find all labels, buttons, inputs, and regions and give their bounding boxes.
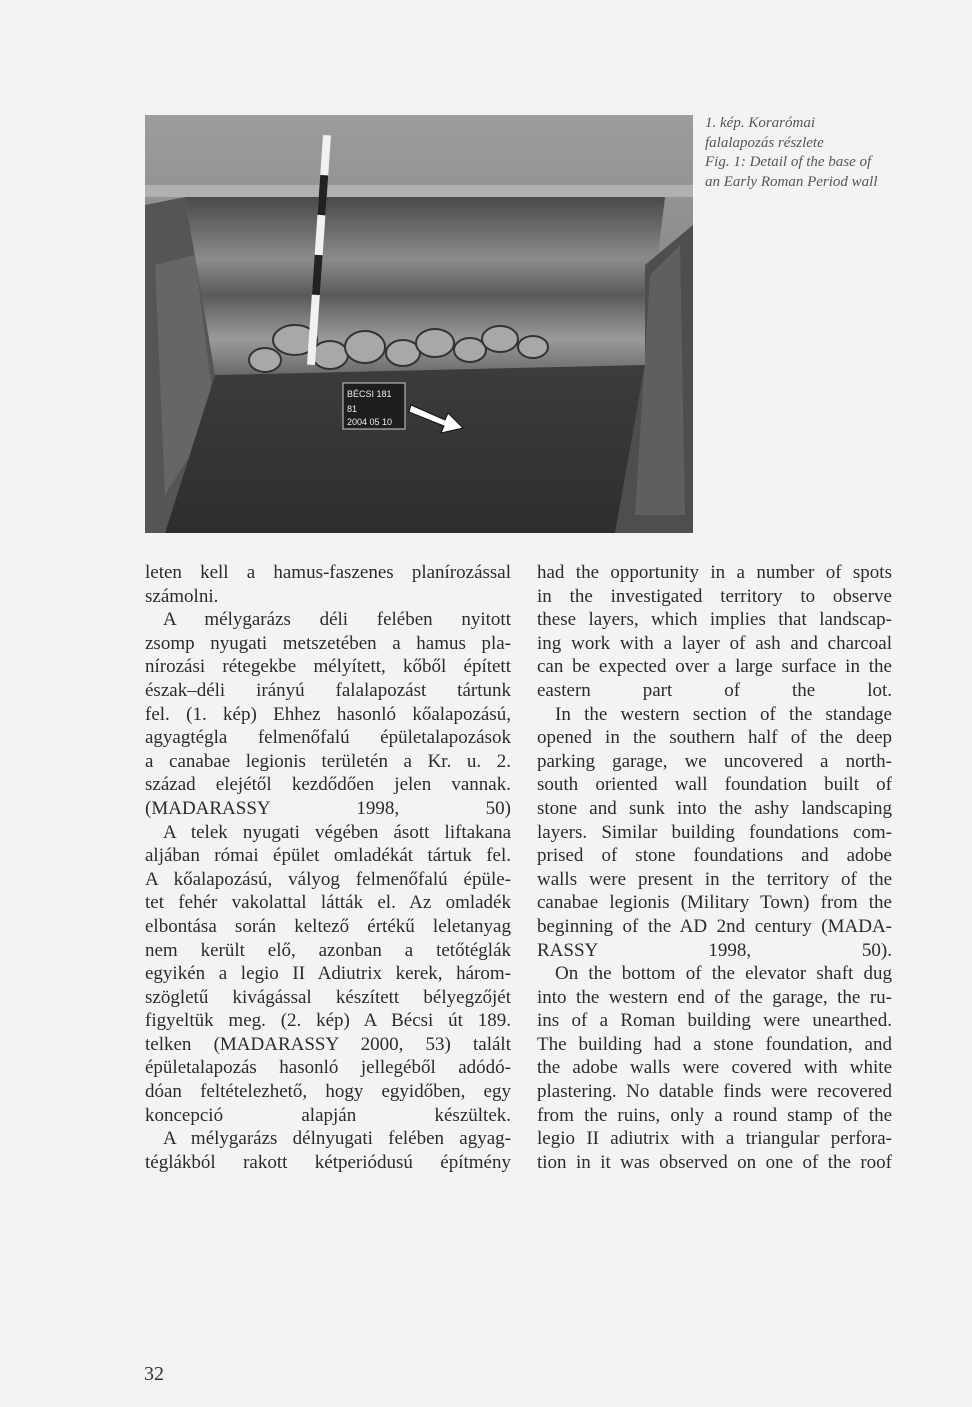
text-line: épületalapozás hasonló jellegéből adódó-	[145, 1057, 511, 1079]
text-line: plastering. No datable finds were recovered	[537, 1081, 892, 1103]
text-line: tion in it was observed on one of the roof	[537, 1151, 892, 1173]
text-line: A telek nyugati végében ásott liftakana	[163, 821, 511, 843]
board-line-2: 81	[347, 404, 358, 414]
text-line: ing work with a layer of ash and charcoal	[537, 632, 892, 654]
left-text-column	[145, 561, 511, 1174]
text-line: nírozási rétegekbe mélyített, kőből épített	[145, 656, 511, 678]
board-line-1: BÉCSI 181	[347, 389, 392, 399]
text-line: fel. (1. kép) Ehhez hasonló kőalapozású,	[145, 703, 511, 725]
page-number: 32	[144, 1363, 164, 1385]
text-line: layers. Similar building foundations com-	[537, 821, 892, 843]
text-line: can be expected over a large surface in the	[537, 656, 892, 678]
text-line: a canabae legionis területén a Kr. u. 2.	[145, 750, 511, 772]
text-line: egyikén a legio II Adiutrix kerek, három-	[145, 963, 511, 985]
text-line: A mélygarázs délnyugati felében agyag-	[163, 1128, 511, 1150]
text-line: telken (MADARASSY 2000, 53) talált	[145, 1033, 511, 1055]
text-line: The building had a stone foundation, and	[537, 1033, 892, 1055]
left-paragraph-4	[145, 1127, 511, 1174]
text-line: koncepció alapján készültek.	[145, 1104, 511, 1126]
text-line: RASSY 1998, 50).	[537, 939, 892, 961]
text-line: prised of stone foundations and adobe	[537, 845, 892, 867]
caption-en-line-1: Fig. 1: Detail of the base of	[705, 154, 872, 170]
text-line: eastern part of the lot.	[537, 679, 892, 701]
caption-en-line-2: an Early Roman Period wall	[705, 173, 878, 190]
right-paragraph-1	[537, 561, 892, 703]
text-line: (MADARASSY 1998, 50)	[145, 797, 511, 819]
text-line: in the investigated territory to observe	[537, 585, 892, 607]
text-line: canabae legionis (Military Town) from the	[537, 892, 892, 914]
excavation-photo-graphic	[145, 115, 693, 533]
text-line: into the western end of the garage, the ru-	[537, 986, 892, 1008]
text-line: On the bottom of the elevator shaft dug	[555, 963, 892, 985]
caption-hu-line-2: falalapozás részlete	[705, 134, 824, 151]
text-line: aljában római épület omladékát tártuk fel.	[145, 845, 511, 867]
figure-caption	[705, 114, 935, 192]
text-line: beginning of the AD 2nd century (MADA-	[537, 915, 892, 937]
text-line: A kőalapozású, vályog felmenőfalú épüle-	[145, 868, 511, 890]
text-line: leten kell a hamus-faszenes planírozással	[145, 562, 511, 583]
excavation-photo	[145, 115, 693, 533]
text-line: agyagtégla felmenőfalú épületalapozások	[145, 727, 511, 749]
text-line: south oriented wall foundation built of	[537, 774, 892, 796]
text-line: In the western section of the standage	[555, 703, 892, 725]
text-line: parking garage, we uncovered a north-	[537, 750, 892, 772]
text-line: észak–déli irányú falalapozást tártunk	[145, 679, 511, 701]
text-line: nem került elő, azonban a tetőtéglák	[145, 939, 511, 961]
text-line: tet fehér vakolattal látták el. Az omladék	[145, 892, 511, 914]
left-paragraph-2	[145, 608, 511, 820]
text-line: zsomp nyugati metszetében a hamus pla-	[145, 632, 511, 654]
left-paragraph-3	[145, 821, 511, 1128]
text-line: A mélygarázs déli felében nyitott	[163, 609, 511, 631]
text-line: szögletű kivágással készített bélyegzőjét	[145, 986, 511, 1008]
caption-hu-line-1: 1. kép. Korarómai	[705, 115, 815, 131]
left-paragraph-1	[145, 561, 511, 608]
text-line: opened in the southern half of the deep	[537, 727, 892, 749]
text-line: from the ruins, only a round stamp of the	[537, 1104, 892, 1126]
text-line: század elejétől kezdődően jelen vannak.	[145, 774, 511, 796]
right-paragraph-3	[537, 962, 892, 1174]
text-line: ins of a Roman building were unearthed.	[537, 1010, 892, 1032]
text-line: stone and sunk into the ashy landscaping	[537, 797, 892, 819]
text-line: legio II adiutrix with a triangular perfora-	[537, 1128, 892, 1150]
text-line: had the opportunity in a number of spots	[537, 562, 892, 583]
right-paragraph-2	[537, 703, 892, 963]
text-line: téglákból rakott kétperiódusú építmény	[145, 1151, 511, 1173]
text-line: walls were present in the territory of the	[537, 868, 892, 890]
text-line: dóan feltételezhető, hogy egyidőben, egy	[145, 1081, 511, 1103]
text-line: figyeltük meg. (2. kép) A Bécsi út 189.	[145, 1010, 511, 1032]
board-line-3: 2004 05 10	[347, 417, 393, 427]
text-line: the adobe walls were covered with white	[537, 1057, 892, 1079]
right-text-column	[537, 561, 892, 1174]
text-line: elbontása során keltező értékű leletanyag	[145, 915, 511, 937]
text-line: these layers, which implies that landscap-	[537, 609, 892, 631]
text-line: számolni.	[145, 585, 219, 607]
